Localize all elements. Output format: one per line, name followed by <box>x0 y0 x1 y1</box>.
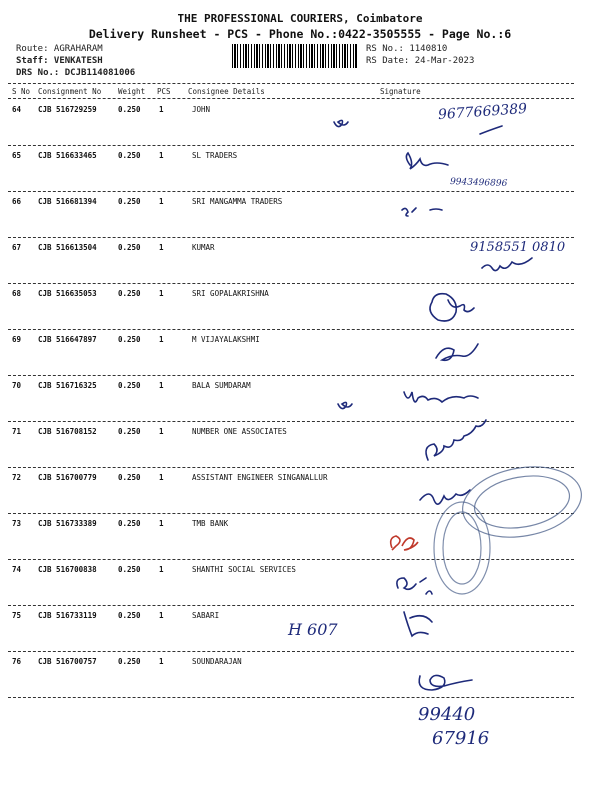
signature-68 <box>430 294 474 321</box>
handwritten-phone-65: 9943496896 <box>449 177 508 189</box>
bank-stamp <box>434 502 490 594</box>
column-header-signature: Signature <box>380 87 421 96</box>
staff-label: Staff: VENKATESH <box>16 56 103 66</box>
handwritten-footer-line2: 67916 <box>432 728 490 749</box>
tick-mark-64 <box>334 120 348 126</box>
row-pcs: 1 <box>159 611 164 620</box>
row-weight: 0.250 <box>118 197 141 206</box>
row-consignee: KUMAR <box>192 243 215 252</box>
row-pcs: 1 <box>159 289 164 298</box>
signature-75 <box>404 612 432 636</box>
row-pcs: 1 <box>159 381 164 390</box>
row-pcs: 1 <box>159 565 164 574</box>
page-title: THE PROFESSIONAL COURIERS, Coimbatore <box>177 12 423 25</box>
row-consignee: SHANTHI SOCIAL SERVICES <box>192 565 296 574</box>
handwritten-phone-64: 9677669389 <box>437 100 528 124</box>
row-sno: 68 <box>12 289 22 298</box>
row-weight: 0.250 <box>118 289 141 298</box>
row-pcs: 1 <box>159 197 164 206</box>
row-sno: 74 <box>12 565 22 574</box>
row-consignee: ASSISTANT ENGINEER SINGANALLUR <box>192 473 328 482</box>
row-consignment-number: CJB 516681394 <box>38 197 97 206</box>
row-weight: 0.250 <box>118 657 141 666</box>
signature-71 <box>426 420 486 460</box>
row-sno: 72 <box>12 473 22 482</box>
rs-date: RS Date: 24-Mar-2023 <box>366 56 475 66</box>
row-weight: 0.250 <box>118 473 141 482</box>
row-consignment-number: CJB 516729259 <box>38 105 97 114</box>
handwritten-phone-67: 9158551 0810 <box>470 240 566 255</box>
signature-73-red <box>391 536 418 550</box>
row-weight: 0.250 <box>118 519 141 528</box>
row-consignment-number: CJB 516635053 <box>38 289 97 298</box>
row-pcs: 1 <box>159 427 164 436</box>
row-weight: 0.250 <box>118 565 141 574</box>
row-consignment-number: CJB 516613504 <box>38 243 97 252</box>
route-label: Route: AGRAHARAM <box>16 44 103 54</box>
row-consignment-number: CJB 516700838 <box>38 565 97 574</box>
row-consignee: SABARI <box>192 611 220 620</box>
row-consignment-number: CJB 516733119 <box>38 611 97 620</box>
signature-76 <box>419 675 472 690</box>
signature-65 <box>406 153 448 169</box>
row-consignee: BALA SUMDARAM <box>192 381 251 390</box>
row-sno: 75 <box>12 611 22 620</box>
row-sno: 65 <box>12 151 22 160</box>
row-weight: 0.250 <box>118 611 141 620</box>
row-consignment-number: CJB 516647897 <box>38 335 97 344</box>
row-weight: 0.250 <box>118 105 141 114</box>
row-consignment-number: CJB 516700757 <box>38 657 97 666</box>
row-weight: 0.250 <box>118 243 141 252</box>
row-consignment-number: CJB 516633465 <box>38 151 97 160</box>
tick-mark-70 <box>338 402 352 408</box>
row-consignment-number: CJB 516700779 <box>38 473 97 482</box>
page-subtitle: Delivery Runsheet - PCS - Phone No.:0422-3505555 - Page No.:6 <box>88 27 512 41</box>
row-sno: 64 <box>12 105 22 114</box>
row-consignee: NUMBER ONE ASSOCIATES <box>192 427 287 436</box>
row-weight: 0.250 <box>118 381 141 390</box>
rs-number: RS No.: 1140810 <box>366 44 448 54</box>
signature-64 <box>480 126 502 134</box>
signature-74 <box>397 578 432 594</box>
handwritten-note-75: H 607 <box>288 620 338 639</box>
row-consignment-number: CJB 516716325 <box>38 381 97 390</box>
row-consignee: SRI GOPALAKRISHNA <box>192 289 269 298</box>
row-sno: 67 <box>12 243 22 252</box>
row-sno: 66 <box>12 197 22 206</box>
row-pcs: 1 <box>159 243 164 252</box>
signature-66 <box>402 208 442 216</box>
row-sno: 69 <box>12 335 22 344</box>
row-weight: 0.250 <box>118 335 141 344</box>
row-sno: 71 <box>12 427 22 436</box>
office-stamp <box>457 458 587 546</box>
row-pcs: 1 <box>159 105 164 114</box>
column-header-pcs: PCS <box>157 87 171 96</box>
row-consignee: TMB BANK <box>192 519 229 528</box>
row-weight: 0.250 <box>118 427 141 436</box>
row-consignee: JOHN <box>192 105 211 114</box>
row-consignee: SRI MANGAMMA TRADERS <box>192 197 283 206</box>
signature-70 <box>404 392 478 402</box>
row-weight: 0.250 <box>118 151 141 160</box>
column-header-weight: Weight <box>118 87 146 96</box>
row-consignee: SOUNDARAJAN <box>192 657 242 666</box>
row-pcs: 1 <box>159 335 164 344</box>
row-pcs: 1 <box>159 657 164 666</box>
row-sno: 70 <box>12 381 22 390</box>
row-consignee: SL TRADERS <box>192 151 238 160</box>
column-header-consignment: Consignment No <box>38 87 102 96</box>
row-consignee: M VIJAYALAKSHMI <box>192 335 260 344</box>
handwritten-footer-line1: 99440 <box>418 704 476 725</box>
row-pcs: 1 <box>159 519 164 528</box>
column-header-sno: S No <box>12 87 31 96</box>
column-header-consignee: Consignee Details <box>188 87 265 96</box>
drs-number: DRS No.: DCJB114081006 <box>16 68 136 78</box>
signature-69 <box>436 344 478 360</box>
signature-67 <box>482 258 532 271</box>
row-pcs: 1 <box>159 473 164 482</box>
row-consignment-number: CJB 516708152 <box>38 427 97 436</box>
row-pcs: 1 <box>159 151 164 160</box>
row-consignment-number: CJB 516733389 <box>38 519 97 528</box>
row-sno: 76 <box>12 657 22 666</box>
row-sno: 73 <box>12 519 22 528</box>
